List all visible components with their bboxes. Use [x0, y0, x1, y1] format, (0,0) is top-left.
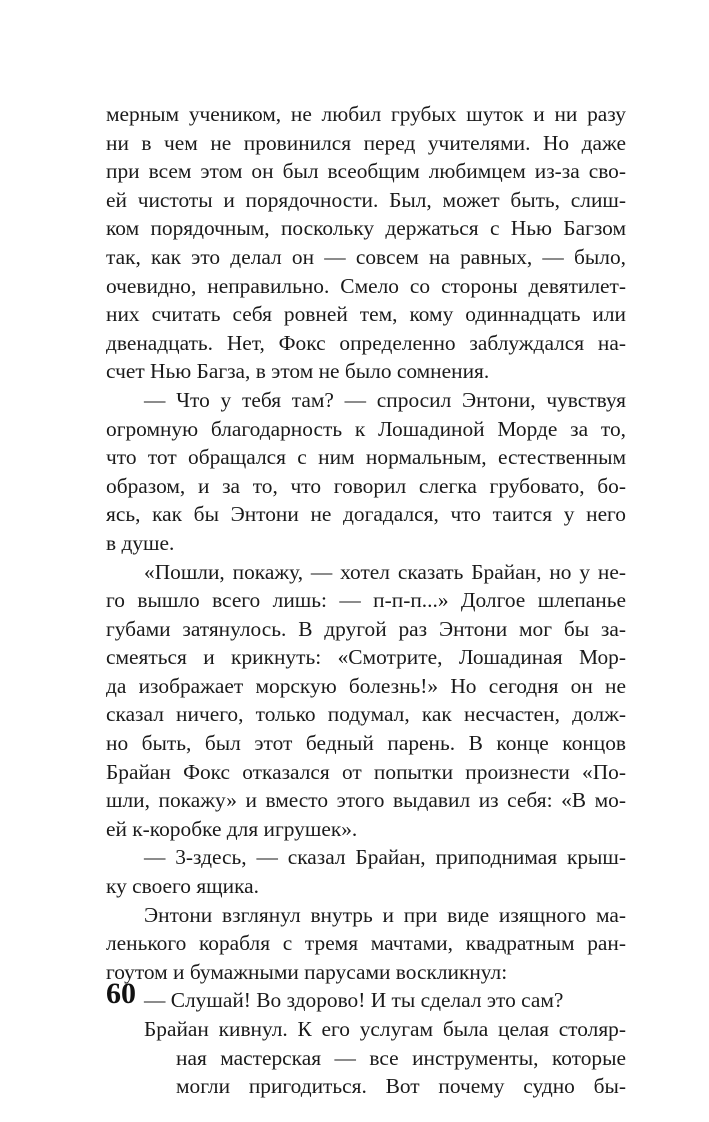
text-line: Брайан Фокс отказался от попытки произнести «По-: [106, 759, 626, 784]
text-line: них считать себя ровней тем, кому одиннадцать или: [106, 302, 626, 327]
text-line: в душе.: [106, 530, 175, 555]
body-text: [106, 100, 626, 1101]
text-line: гоутом и бумажными парусами воскликнул:: [106, 959, 508, 984]
text-line: ни в чем не провинился перед учителями. Но даже: [106, 130, 626, 155]
text-line: ком порядочным, поскольку держаться с Нью Багзом: [106, 216, 626, 241]
text-line: го вышло всего лишь: — п-п-п...» Долгое шлепанье: [106, 588, 626, 613]
text-line: Энтони взглянул внутрь и при виде изящного ма-: [144, 902, 626, 927]
text-line: огромную благодарность к Лошадиной Морде за то,: [106, 416, 626, 441]
text-line: — Слушай! Во здорово! И ты сделал это сам?: [144, 988, 564, 1013]
text-line: образом, и за то, что говорил слегка грубовато, бо-: [106, 473, 626, 498]
text-line: ей к-коробке для игрушек».: [106, 816, 358, 841]
text-line: «Пошли, покажу, — хотел сказать Брайан, но у не-: [144, 559, 626, 584]
text-line: мерным учеником, не любил грубых шуток и ни разу: [106, 102, 626, 126]
text-line: сказал ничего, только подумал, как несчастен, долж-: [106, 702, 626, 727]
text-line: — Что у тебя там? — спросил Энтони, чувствуя: [144, 387, 626, 412]
text-line: ясь, как бы Энтони не догадался, что таится у него: [106, 502, 626, 527]
text-line: могли пригодиться. Вот почему судно бы-: [176, 1074, 626, 1099]
text-line: — 3-здесь, — сказал Брайан, приподнимая крыш-: [144, 845, 626, 870]
text-line: что тот обращался с ним нормальным, естественным: [106, 445, 626, 470]
text-line: двенадцать. Нет, Фокс определенно заблуждался на-: [106, 330, 626, 355]
text-line: ей чистоты и порядочности. Был, может быть, слиш-: [106, 187, 626, 212]
text-line: ленького корабля с тремя мачтами, квадратным ран-: [106, 931, 626, 956]
text-line: шли, покажу» и вместо этого выдавил из себя: «В мо-: [106, 788, 626, 813]
text-line: Брайан кивнул. К его услугам была целая столяр-: [144, 1017, 626, 1041]
text-line: очевидно, неправильно. Смело со стороны девятилет-: [106, 273, 626, 298]
text-line: смеяться и крикнуть: «Смотрите, Лошадиная Мор-: [106, 645, 626, 670]
text-line: да изображает морскую болезнь!» Но сегодня он не: [106, 673, 626, 698]
text-line: при всем этом он был всеобщим любимцем из-за сво-: [106, 159, 626, 184]
text-line: ку своего ящика.: [106, 874, 259, 899]
page-number: 60: [106, 977, 136, 1010]
text-line: так, как это делал он — совсем на равных, — было,: [106, 244, 626, 269]
text-line: счет Нью Багза, в этом не было сомнения.: [106, 359, 490, 384]
text-line: но быть, был этот бедный парень. В конце концов: [106, 731, 626, 756]
text-line: ная мастерская — все инструменты, которые: [176, 1045, 626, 1070]
text-line: губами затянулось. В другой раз Энтони мог бы за-: [106, 616, 626, 641]
